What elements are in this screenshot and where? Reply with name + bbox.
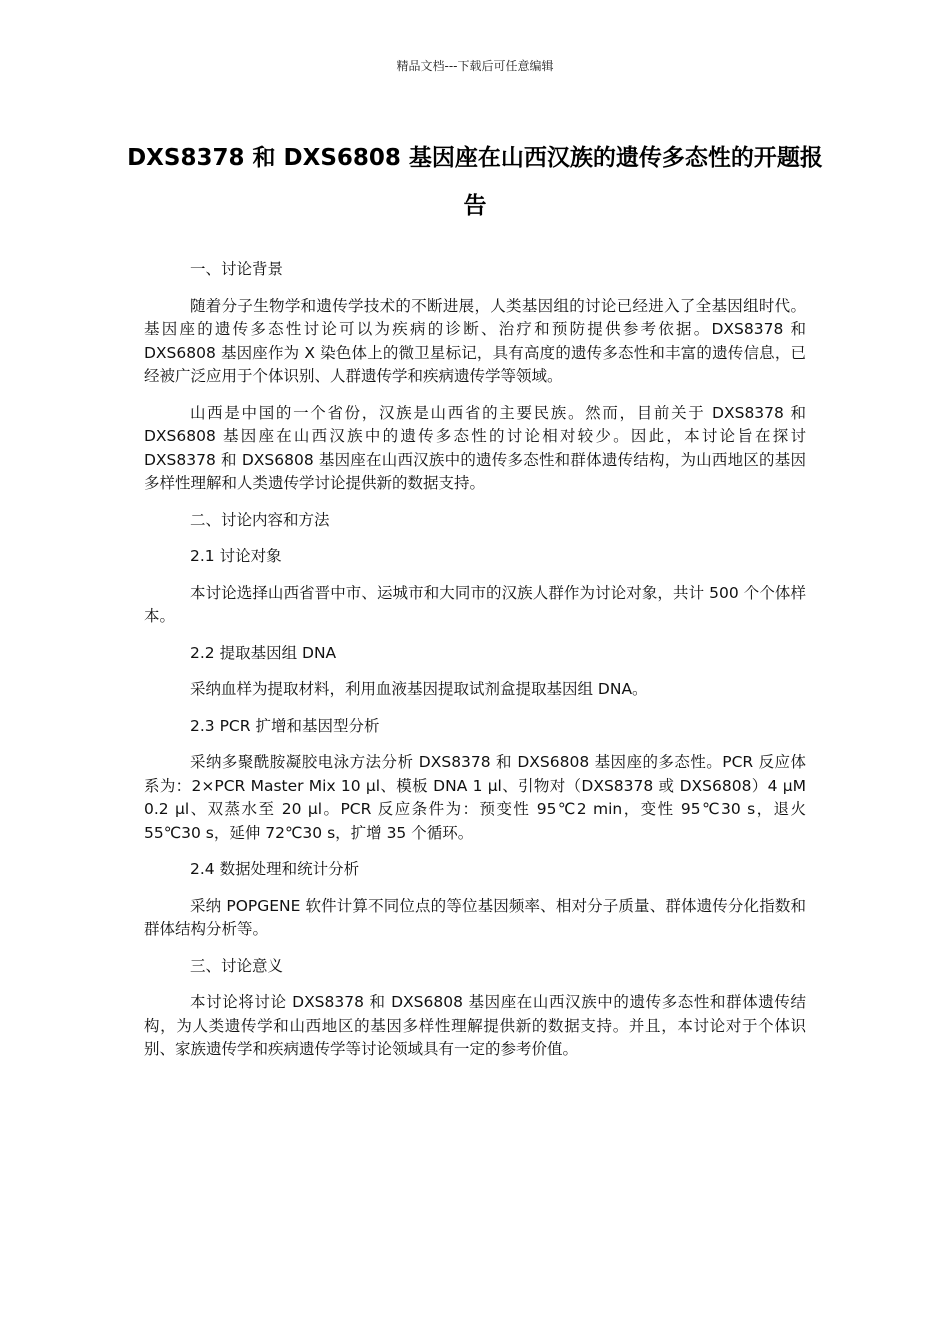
paragraph-dna-extraction: 采纳血样为提取材料，利用血液基因提取试剂盒提取基因组 DNA。 [190,680,648,698]
paragraph-subjects: 本讨论选择山西省晋中市、运城市和大同市的汉族人群作为讨论对象，共计 500 个个体样本。 [144,583,806,625]
paragraph-background-1: 随着分子生物学和遗传学技术的不断进展，人类基因组的讨论已经进入了全基因组时代。基因座的遗传多态性讨论可以为疾病的诊断、治疗和预防提供参考依据。DXS8378 和 DXS6808 基因座作为 X 染色体上的微卫星标记，具有高度的遗传多态性和丰富的遗传信息，已经被广泛应用于个体识别、人群遗传学和疾病遗传学等领域。 [144,296,806,385]
subsection-heading-statistics: 2.4 数据处理和统计分析 [190,860,360,878]
paragraph-background-2: 山西是中国的一个省份，汉族是山西省的主要民族。然而，目前关于 DXS8378 和 DXS6808 基因座在山西汉族中的遗传多态性的讨论相对较少。因此，本讨论旨在探讨 DXS8378 和 DXS6808 基因座在山西汉族中的遗传多态性和群体遗传结构，为山西地区的基因多样性理解和人类遗传学讨论提供新的数据支持。 [144,403,806,492]
paragraph-statistics: 采纳 POPGENE 软件计算不同位点的等位基因频率、相对分子质量、群体遗传分化指数和群体结构分析等。 [144,896,806,938]
paragraph-significance: 本讨论将讨论 DXS8378 和 DXS6808 基因座在山西汉族中的遗传多态性和群体遗传结构，为人类遗传学和山西地区的基因多样性理解提供新的数据支持。并且，本讨论对于个体识别、家族遗传学和疾病遗传学等讨论领域具有一定的参考价值。 [144,993,806,1058]
section-heading-methods: 二、讨论内容和方法 [190,510,330,529]
subsection-heading-subjects: 2.1 讨论对象 [190,547,282,565]
document-title: DXS8378 和 DXS6808 基因座在山西汉族的遗传多态性的开题报告 [127,145,823,219]
paragraph-pcr: 采纳多聚酰胺凝胶电泳方法分析 DXS8378 和 DXS6808 基因座的多态性。PCR 反应体系为：2×PCR Master Mix 10 μl、模板 DNA 1 μl、引物对（DXS8378 或 DXS6808）4 μM 0.2 μl、双蒸水至 20 μl。PCR 反应条件为：预变性 95℃2 min，变性 95℃30 s，退火 55℃30 s，延伸 72℃30 s，扩增 35 个循环。 [144,753,806,842]
section-heading-background: 一、讨论背景 [190,260,284,278]
subsection-heading-dna-extraction: 2.2 提取基因组 DNA [190,643,337,662]
section-heading-significance: 三、讨论意义 [190,956,284,975]
document-body [144,258,806,1075]
subsection-heading-pcr: 2.3 PCR 扩增和基因型分析 [190,716,380,735]
page-header-note: 精品文档---下载后可任意编辑 [396,59,554,73]
